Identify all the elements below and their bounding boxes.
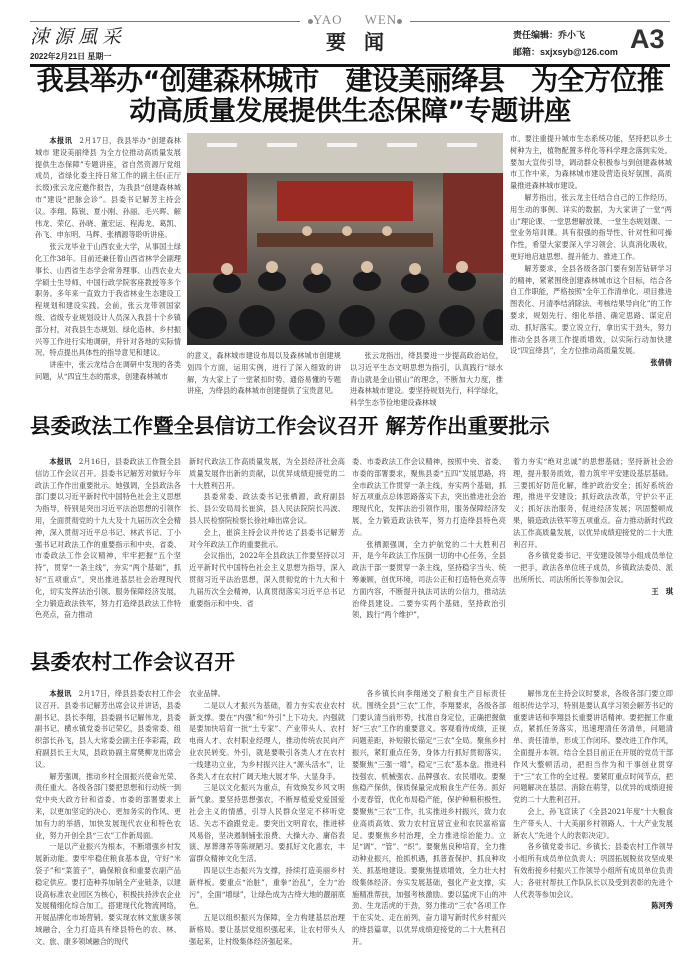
dateline-lead: 本报讯 xyxy=(49,457,72,466)
article-2-column-3 xyxy=(352,456,506,621)
paragraph-text: 各乡镇长向李翔递交了粮食生产目标责任状。围绕全县“三农”工作，李翔要求，各级各部门要认清当前形势，找准自身定位，正确把握做好“三农”工作的重要意义。客观看待成绩，正视问题差距，补短锻长锚定“三农”全局。聚焦乡村振兴，紧盯重点任务，身体力行抓好贯彻落实。要聚焦“三强一增”，稳定“三农”基本盘。推进科技强农、机械强农、品牌强农、农民增收。要聚焦稳产保供，保质保量完成粮食生产任务。抓好小麦春管，优化布局稳产能，保护种粮积极性。要聚焦“三农”工作，扎实推进乡村振兴，致力农业高质高效、致力农村宜居宜业和农民富裕富足。要聚焦乡村治理，全力推进综治能力。立足“调”、“管”、“织”。要聚焦良种培育，全力推动种业振兴，抢抓机遇，抓普查保护、抓良种攻关、抓基地建设。要聚焦提质增效，全力壮大村级集体经济。夯实发展基础，强化产业支撑，实施精准帮扶，加强考核激励。要以猛虎下山的冲劲、生龙活虎的干劲，努力推动“三农”各项工作干在实处、走在前列，奋力谱写新时代乡村振兴的绛县篇章，以优异成绩迎接党的二十大胜利召开。 xyxy=(352,689,506,946)
paragraph-text: 各乡镇党委书记、乡镇长；县委农村工作领导小组所有成员单位负责人；巩固拓展脱贫攻坚成果有效衔接乡村振兴工作领导小组所有成员单位负责人；各驻村帮扶工作队队长以及受到表彰的先进个人代表等参加会议。 xyxy=(513,842,673,899)
article-paragraph xyxy=(189,865,345,912)
paragraph-text: 张云龙毕业于山西农业大学，从事国土绿化工作38年。目前还兼任着山西省林学会副理事长、山西省生态学会常务理事、山西农业大学硕士生导师、中国行政学院客座教授等多个职务。多年来一直致力于我省林业生态建设工程规划和建设实践。会前，张云龙带领国家级、省级专业规划设计人员深入我县十个乡镇部分村，对我县生态规划、绿化造林、乡村振兴等工作进行实地调研，并针对各地的实际情况、特点提出具体性的指导意见和建议。 xyxy=(35,242,181,358)
article-paragraph xyxy=(35,456,181,621)
paragraph-text: 农业品牌。 xyxy=(189,689,225,698)
paragraph-text: 会上，孙飞宣读了《全县2021年度“十大粮食生产带头人、十大美丽乡村领路人、十大产业发展新农人”先进个人的表彰决定》。 xyxy=(513,806,673,840)
article-paragraph xyxy=(510,133,672,192)
article-paragraph xyxy=(189,491,345,526)
issue-date: 2022年2月21日 星期一 xyxy=(30,52,112,61)
article-paragraph xyxy=(510,263,672,357)
article-3-column-3 xyxy=(352,688,506,948)
pinyin-left: YAO xyxy=(312,12,343,27)
paragraph-text: 各乡镇党委书记、平安建设领导小组成员单位一把手，政法各单位班子成员，乡镇政法委员、派出所所长、司法所所长等参加会议。 xyxy=(513,551,673,584)
article-3-column-2 xyxy=(189,688,345,948)
paragraph-text: 解芳强调，推动乡村全面振兴使命光荣、责任重大。各级各部门要把思想和行动统一到党中央大政方针和省委、市委的部署要求上来，以更加坚定的决心、更加务实的作风、更加有力的举措，加快发展现代农业和特色农业，努力开创全县“三农”工作新局面。 xyxy=(35,771,181,840)
article-paragraph xyxy=(189,782,345,865)
article-paragraph xyxy=(513,550,673,585)
article-author: 张倩倩 xyxy=(650,358,672,368)
paragraph-text: 张栖源强调，全力护航党的二十大胜利召开，是今年政法工作压倒一切的中心任务，全县政法干部一要贯穿一条主线，坚持稳字当头、统筹兼顾，创优环境，司法公正和打造特色亮点等方面内容，不断提升执法司法的公信力，推动法治绛县建设。二要夯实两个基础，坚持政治引领，践行“两个维护”， xyxy=(352,539,506,620)
article-paragraph xyxy=(35,688,181,771)
article-1-column-4 xyxy=(510,133,672,369)
article-paragraph xyxy=(510,192,672,263)
article-2-column-2 xyxy=(189,456,345,609)
paragraph-text: 2月17日，绛县县委农村工作会议召开。县委书记解芳出席会议并讲话，县委副书记、县长李翔，县委副书记解伟龙，县委副书记、横水镇党委书记荣亿，县委常委、组织部长孙飞，县人大常委会副主任李彩霞，政府副县长王大凤，县政协副主席樊柳龙出席会议。 xyxy=(35,689,181,769)
paragraph-text: 一是以产业振兴为根本，不断增强乡村发展新动能。要牢牢稳住粮食基本盘，守好“米袋子”和“菜篮子”，确保粮食和重要农副产品稳定供应。要打造种养加销全产业链条，以建设高标准农业园区为核心，积极扶持涉农企业发展精细化综合加工，搭建现代化物流网络，开展品牌化市场营销。要实现农林文旅康多领域融合，全力打造具有绛县特色的农、林、文、旅、康多领域融合的现代 xyxy=(35,842,181,946)
article-paragraph xyxy=(35,771,181,842)
paragraph-text: 张云龙指出，绛县要进一步提高政治站位，以习近平生态文明思想为指引，认真践行“绿水青山就是金山银山”的理念，不断加大力度，推进森林城市建设。要坚持规划先行，科学绿化，科学生态节俭地建设森林城 xyxy=(350,351,503,408)
editor-name: 责任编辑：乔小飞 xyxy=(513,30,586,40)
article-author: 王 琪 xyxy=(651,586,673,596)
article-paragraph xyxy=(352,456,506,539)
paragraph-text: 解芳指出，张云龙主任结合自己的工作经历，用生动的事例、详实的数据，为大家讲了一堂“两山”理论课、一堂思想解放课、一堂生态规划课、一堂业务培训课。具有很强的指导性、针对性和可操作性，希望大家要深入学习领会、认真消化吸收，更好地启迪思想、提升能力、推进工作。 xyxy=(510,192,672,261)
paragraph-text: 会上，崔滨主持会议并传达了县委书记解芳对今年政法工作的重要批示。 xyxy=(189,527,345,549)
dateline-lead: 本报讯 xyxy=(49,689,72,698)
paragraph-text: 五是以组织振兴为保障，全力构建基层治理新格局。要让基层党组织强起来，让农村带头人强起来，让村级集体经济强起来。 xyxy=(189,913,345,946)
article-paragraph xyxy=(352,688,506,948)
article-paragraph xyxy=(189,688,345,700)
paragraph-text: 2月17日，我县举办“创建森林城市 建设美丽绛县 为全方位推动高质量发展提供生态保障”专题讲座，省自然资源厅党组成员，省绿化委主持日常工作的副主任(正厅长级)张云龙应邀作报告，为我县“创建森林城市”建设“把脉会诊”。县委书记解芳主持会议。李翔、陈锐、夏小刚、孙丽、毛兴晖、解伟龙、荣亿、孙晓、董宏运、程海龙、葛凯、孙飞、申东明、马辉、张栖源等聆听讲座。 xyxy=(35,136,181,240)
article-paragraph xyxy=(189,456,345,491)
article-paragraph xyxy=(352,539,506,622)
article-paragraph xyxy=(35,135,181,241)
section-title: 要闻 xyxy=(326,30,402,54)
paragraph-text: 着力夯实“绝对忠诚”的思想基础；坚持新社会治理，提升服务质效，着力筑牢平安建设基层基础。三要抓好防范化解，维护政治安全；抓好系统治理，推进平安建设；抓好政法改革，守护公平正义；抓好法治服务，促进经济发展；巩固整顿成果，锻造政法铁军等五项重点。奋力推动新时代政法工作高质量发展，以优异成绩迎接党的二十大胜利召开。 xyxy=(513,457,673,549)
article-1-headline: 我县举办“创建森林城市 建设美丽绛县 为全方位推动高质量发展提供生态保障”专题讲座 xyxy=(36,66,664,127)
article-2-column-4 xyxy=(513,456,673,598)
article-paragraph xyxy=(35,241,181,359)
article-3-headline: 县委农村工作会议召开 xyxy=(30,650,235,674)
article-1-column-1 xyxy=(35,135,181,383)
article-paragraph xyxy=(189,550,345,609)
paragraph-text: 四是以生态振兴为支撑，持续打造美丽乡村新样板。要重点“治脏”，重拳“治乱”，全力“治污”，全面“增绿”，让绿色成为古绛大地的靓丽底色。 xyxy=(189,865,345,911)
paragraph-text: 二是以人才振兴为基础，着力夯实农业农村新支撑。要在“内强”和“外引”上下功夫。内强就是要加快培育一批“土专家”、产业带头人、农村电商人才、农村职业经理人，推动传统农民向产业农民转变。外引，就是要吸引各类人才在农村一线建功立业，为乡村振兴注入“源头活水”，让各类人才在农村广阔天地大展才华、大显身手。 xyxy=(189,700,345,781)
article-paragraph xyxy=(513,841,673,900)
paragraph-text: 会议指出，2022年全县政法工作要坚持以习近平新时代中国特色社会主义思想为指导，深入贯彻习近平法治思想，深入贯彻党的十九大和十九届历次全会精神，认真贯彻落实习近平总书记重要指示和中央、省 xyxy=(189,551,345,608)
article-paragraph xyxy=(189,700,345,783)
article-paragraph xyxy=(513,456,673,550)
paragraph-text: 解芳要求，全县各级各部门要有刻苦钻研学习的精神，紧紧围绕创建森林城市这个目标，结合各自工作职能，严格按照“全年工作清单化、项目推进图表化、月清季结消除法、考核结果导向化”的工作要求，规划先行、细化举措、确定思路、谋定启动、抓好落实。要立说立行，拿出实干劲头，努力推动全县各项工作提质增效，以实际行动加快建设“四宜绛县”，全方位推动高质量发展。 xyxy=(510,263,672,356)
paragraph-text: 委、市委政法工作会议精神，按照中央、省委、市委的部署要求，聚焦县委“五四”发展思路，将全市政法工作贯穿一条主线，夯实两个基础，抓好五项重点总体思路落实下去，突出推进社会治理现代化，发挥法治引领作用，服务保障经济发展，全力锻造政法铁军，努力打造绛县特色亮点。 xyxy=(352,457,506,537)
paragraph-text: 县委常委、政法委书记张栖源，政府副县长、县公安局局长崔滨，县人民法院院长冯波、县人民检察院检察长徐社峰出席会议。 xyxy=(189,492,345,525)
article-2-column-1 xyxy=(35,456,181,621)
article-3-column-4 xyxy=(513,688,673,912)
article-paragraph xyxy=(189,912,345,947)
paragraph-text: 解伟龙在主持会议时要求，各级各部门要立即组织传达学习，特别是要认真学习领会解芳书记的重要讲话和李翔县长重要讲话精神。要把握工作重点，紧抓任务落实，迅速理清任务清单，问题清单、责任清单，形成工作闭环。要改进工作作风，全面提升本领。结合全县目前正在开展的党员干部作风大整顿活动，把担当作为和干事创业贯穿于“三”农工作的全过程。要紧盯重点时间节点，把问题解决在基层、消除在萌芽，以优异的成绩迎接党的二十大胜利召开。 xyxy=(513,689,673,805)
article-paragraph xyxy=(187,350,341,397)
paragraph-text: 市。要注重提升城市生态系统功能，坚持把以乡土树种为主，植物配置多样化等科学理念落到实处。要加大宣传引导，调动群众积极参与到创建森林城市工作中来，为森林城市建设营造良好氛围，高质量推进森林城市建设。 xyxy=(510,134,672,191)
article-3-column-1 xyxy=(35,688,181,948)
editor-email: 邮箱：sxjxsyb@126.com xyxy=(513,47,618,57)
article-paragraph xyxy=(513,688,673,806)
ornament-dot xyxy=(397,19,402,24)
article-2-headline: 县委政法工作暨全县信访工作会议召开 解芳作出重要批示 xyxy=(30,414,550,438)
paragraph-text: 三是以文化振兴为重点，有效焕发乡风文明新气象。要坚持思想强农，不断厚植爱党爱国爱社会主义的情感，引导人民群众坚定不移听党话、矢志不渝跟党走。要突出文明育农，推进移风易俗，坚决遏制铺张浪费、大操大办、庸俗表演、厚葬薄养等陈规陋习。要抓好文化惠农，丰富群众精神文化生活。 xyxy=(189,783,345,864)
article-1-column-2 xyxy=(187,350,341,397)
paragraph-text: 的意义，森林城市建设布局以及森林城市创建规划四个方面，运用实例，进行了深入细致的讲解，为大家上了一堂紧扣时势、通俗易懂的专题讲座，为绛县的森林城市创建提供了宝贵意见。 xyxy=(187,351,341,396)
newspaper-logo: 涑源風采 xyxy=(30,26,127,48)
article-paragraph xyxy=(350,350,503,409)
paragraph-text: 新时代政法工作高质量发展，为全县经济社会高质量发展作出新的贡献，以优异成绩迎接党的二十大胜利召开。 xyxy=(189,457,345,490)
lecture-photo xyxy=(187,133,503,345)
article-author: 陈河秀 xyxy=(651,901,673,911)
page-number: A3 xyxy=(630,24,665,54)
editor-info xyxy=(513,27,618,61)
paragraph-text: 2月16日，县委政法工作暨全县信访工作会议召开。县委书记解芳对做好今年政法工作作出重要批示。她强调，全县政法各部门要以习近平新时代中国特色社会主义思想为指导，特别是突出习近平法治思想的引领作用，全面贯彻党的十九大及十九届历次全会精神，深入贯彻习近平总书记、林武书记、丁小强书记对政法工作的重要指示和中央、省委、市委政法工作会议精神，牢牢把握“五个坚持”，贯穿“一条主线”，夯实“两个基础”，抓好“五项重点”，突出推进基层社会治理现代化，切实发挥法治引领、服务保障经济发展，全力锻造政法铁军，努力打造绛县政法工作特色亮点，奋力推动 xyxy=(35,457,181,620)
article-paragraph xyxy=(513,806,673,841)
article-1-column-3 xyxy=(350,350,503,409)
paragraph-text: 讲座中，张云龙结合在调研中发现的各类问题，从“四宜生态的需求，创建森林城市 xyxy=(35,360,181,381)
dateline-lead: 本报讯 xyxy=(49,136,73,145)
article-paragraph xyxy=(189,527,345,551)
pinyin-right: WEN xyxy=(364,12,398,27)
article-paragraph xyxy=(35,841,181,947)
article-paragraph xyxy=(35,359,181,383)
